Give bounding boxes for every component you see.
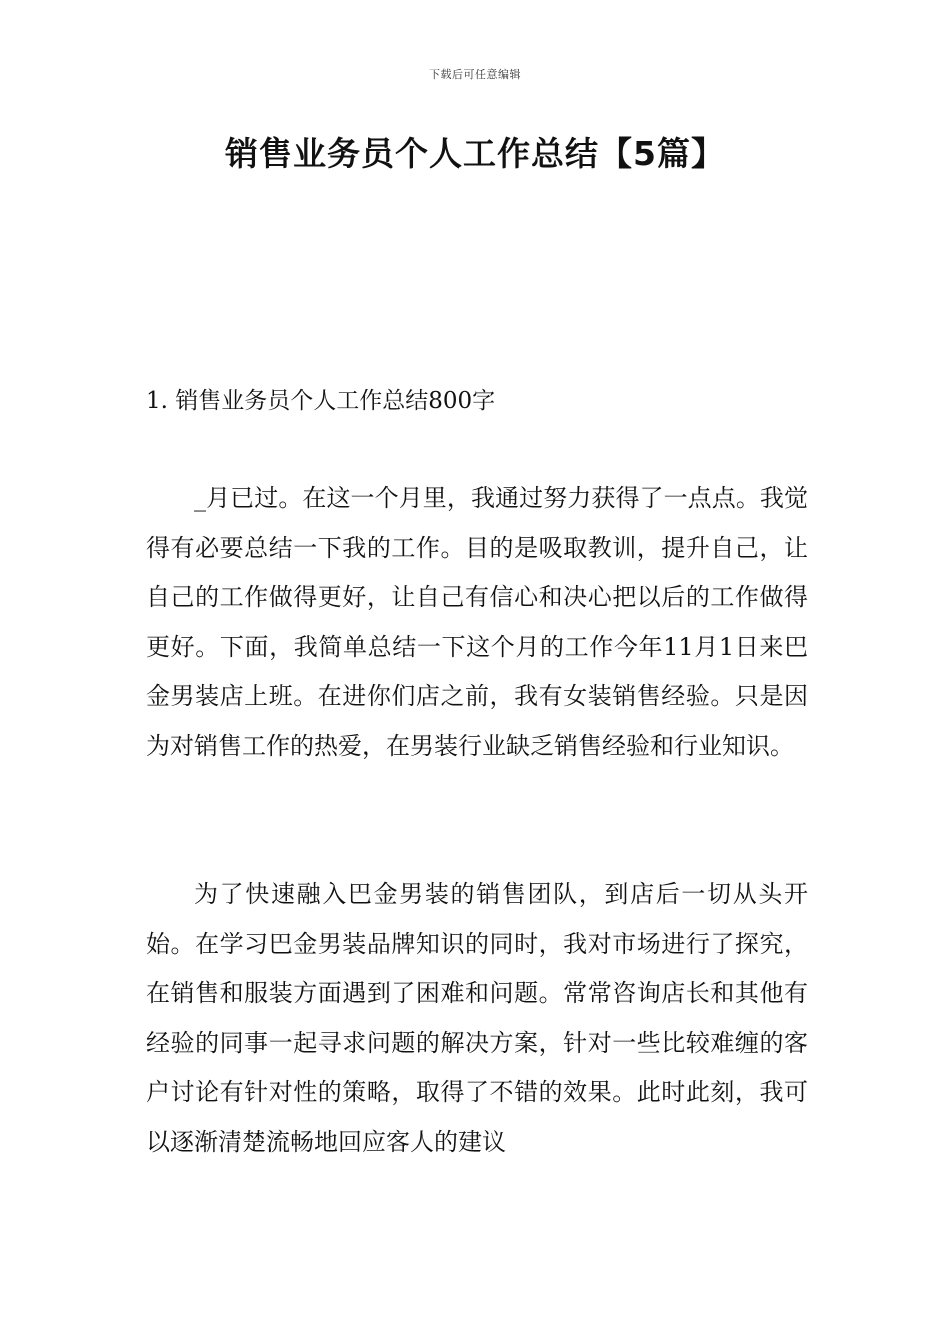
- section-heading: 1. 销售业务员个人工作总结800字: [146, 388, 496, 414]
- document-title: 销售业务员个人工作总结【5篇】: [225, 134, 725, 173]
- body-paragraph-1: _月已过。在这一个月里，我通过努力获得了一点点。我觉得有必要总结一下我的工作。目的是吸取教训，提升自己，让自己的工作做得更好，让自己有信心和决心把以后的工作做得更好。下面，我简单总结一下这个月的工作今年11月1日来巴金男装店上班。在进你们店之前，我有女装销售经验。只是因为对销售工作的热爱，在男装行业缺乏销售经验和行业知识。: [146, 484, 808, 760]
- header-note: 下载后可任意编辑: [429, 68, 521, 81]
- body-paragraph-2: 为了快速融入巴金男装的销售团队，到店后一切从头开始。在学习巴金男装品牌知识的同时，我对市场进行了探究，在销售和服装方面遇到了困难和问题。常常咨询店长和其他有经验的同事一起寻求问题的解决方案，针对一些比较难缠的客户讨论有针对性的策略，取得了不错的效果。此时此刻，我可以逐渐清楚流畅地回应客人的建议: [146, 880, 808, 1156]
